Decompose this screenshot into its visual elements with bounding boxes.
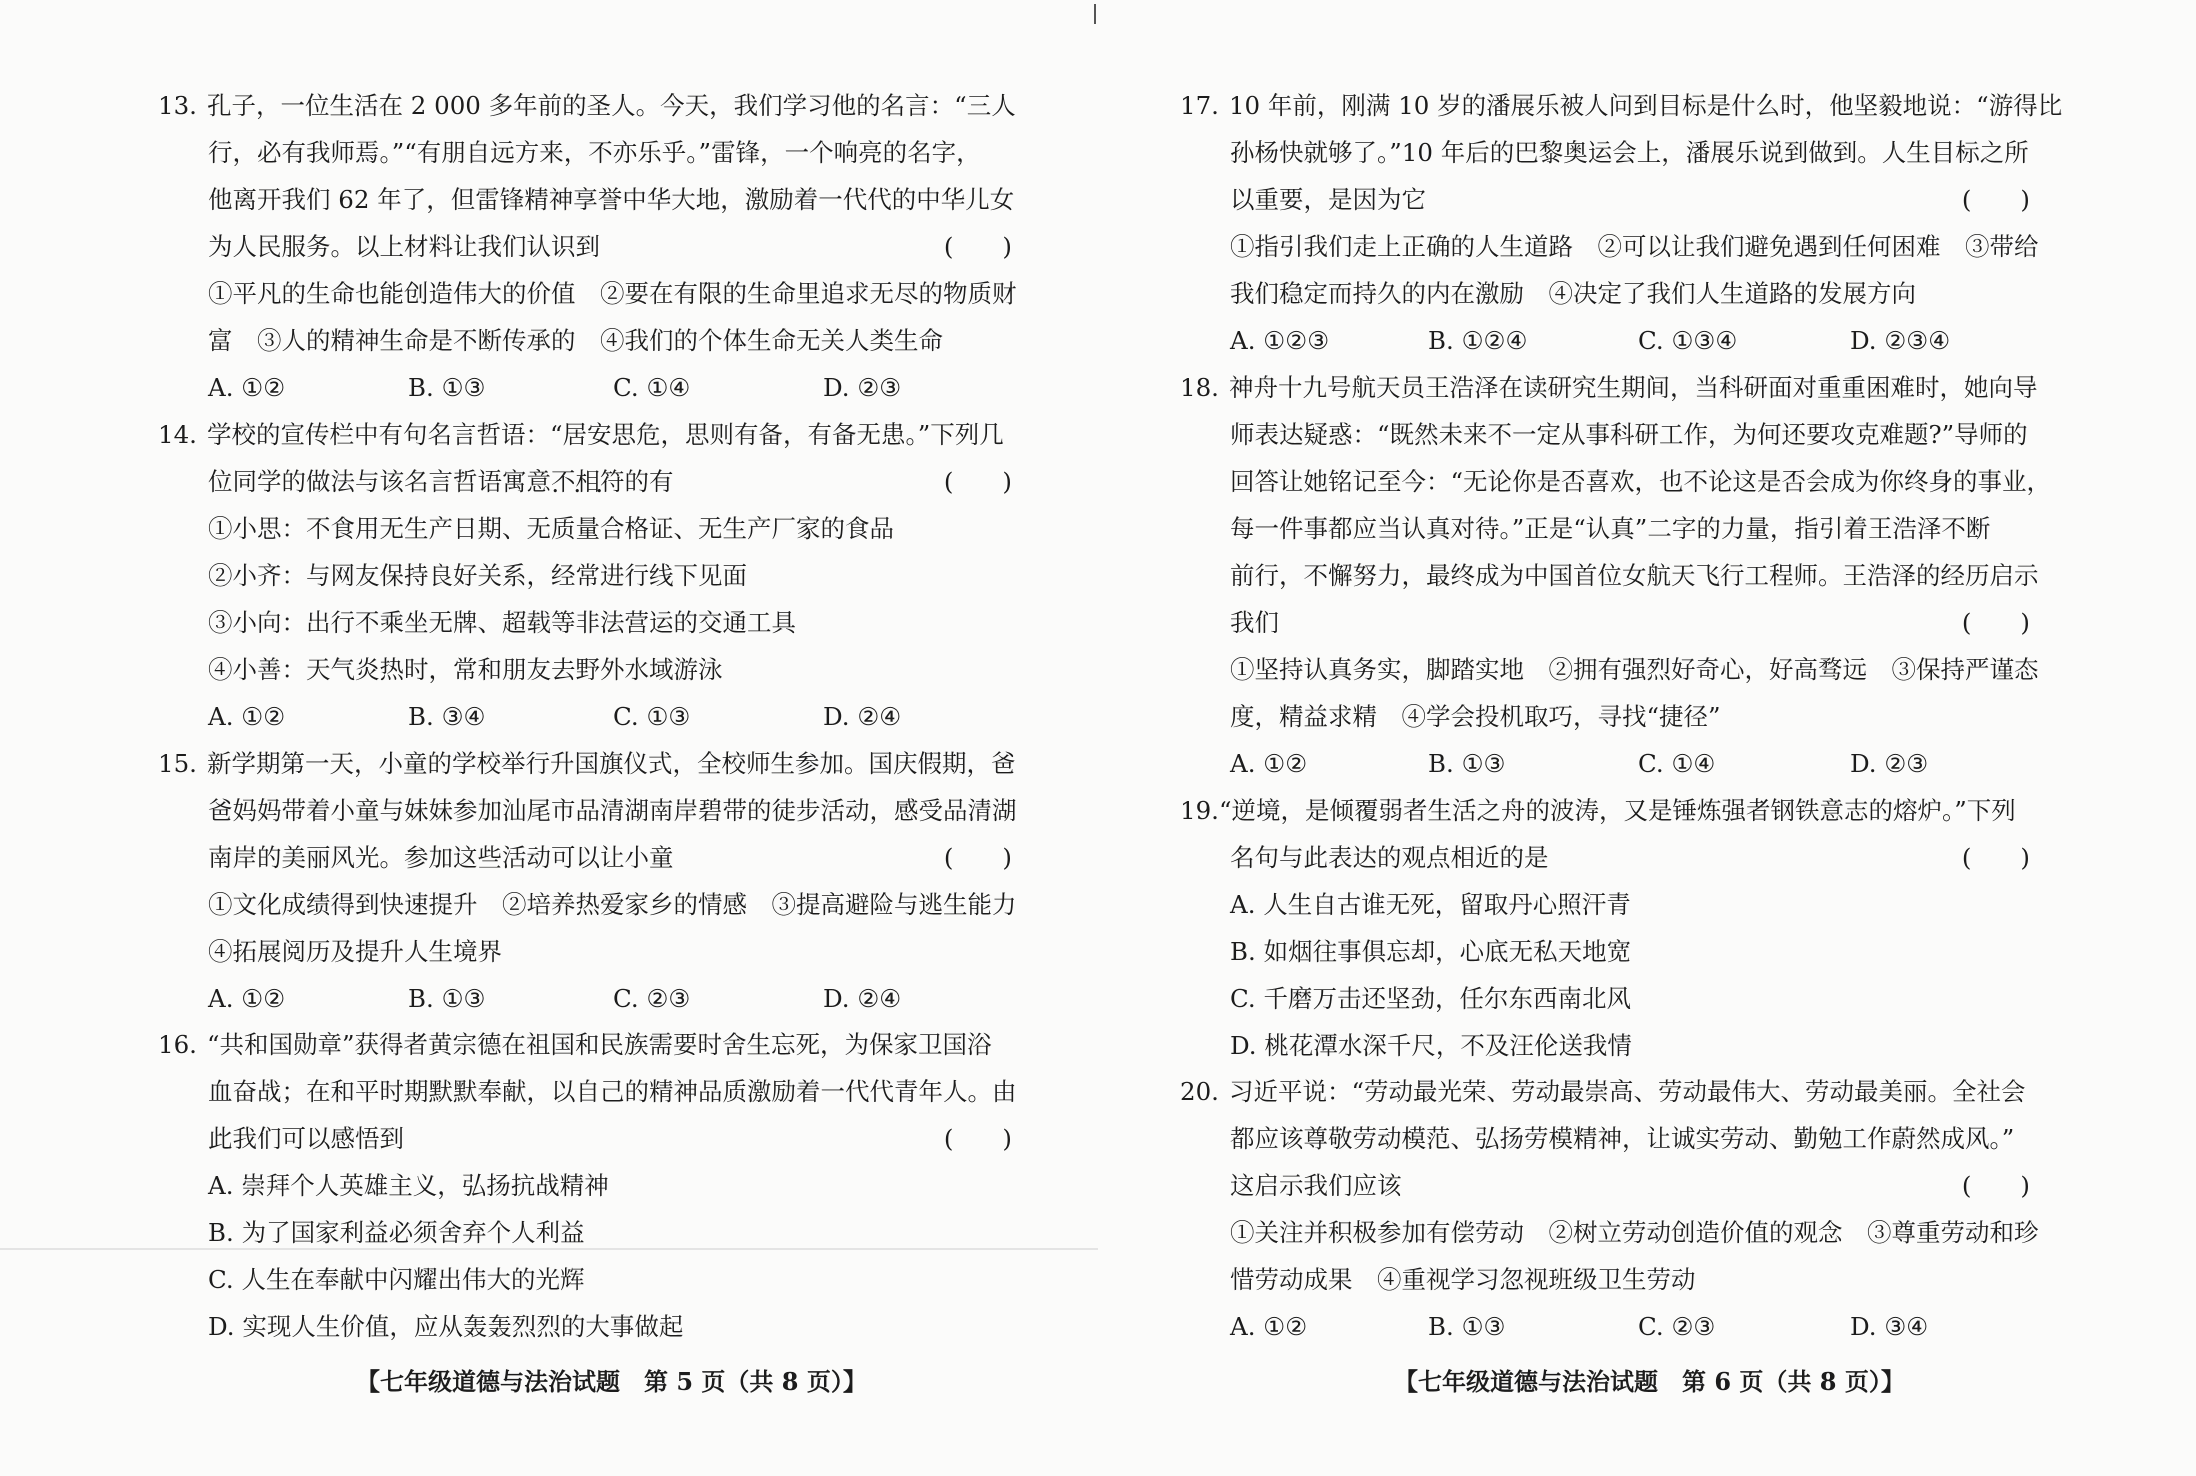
answer-bracket: ( ): [943, 232, 1012, 261]
question-number: 17.: [1180, 91, 1219, 120]
question-text: 我们: [1230, 608, 1279, 637]
question-text: 都应该尊敬劳动模范、弘扬劳模精神，让诚实劳动、勤勉工作蔚然成风。”: [1230, 1124, 2015, 1153]
answer-bracket: ( ): [1961, 1171, 2030, 1200]
option-c[interactable]: C. ①③: [613, 702, 691, 731]
question-text: 10 年前，刚满 10 岁的潘展乐被人问到目标是什么时，他坚毅地说：“游得比: [1228, 91, 2063, 120]
question-text: 每一件事都应当认真对待。”正是“认真”二字的力量，指引着王浩泽不断: [1230, 514, 1991, 543]
page-footer: 【七年级道德与法治试题 第 5 页（共 8 页）】: [356, 1367, 867, 1396]
option-b[interactable]: B. ①③: [1428, 749, 1506, 778]
answer-bracket: ( ): [1961, 185, 2030, 214]
question-text: 爸妈妈带着小童与妹妹参加汕尾市品清湖南岸碧带的徒步活动，感受品清湖: [208, 796, 1017, 825]
question-text: “共和国勋章”获得者黄宗德在祖国和民族需要时舍生忘死，为保家卫国浴: [206, 1030, 992, 1059]
question-text: 为人民服务。以上材料让我们认识到: [208, 232, 600, 261]
statement-line: 惜劳动成果 ④重视学习忽视班级卫生劳动: [1230, 1265, 1696, 1294]
question-text: 血奋战；在和平时期默默奉献，以自己的精神品质激励着一代代青年人。由: [208, 1077, 1017, 1106]
question-text: “逆境，是倾覆弱者生活之舟的波涛，又是锤炼强者钢铁意志的熔炉。”下列: [1218, 796, 2016, 825]
answer-bracket: ( ): [1961, 843, 2030, 872]
option-a[interactable]: A. ①②: [208, 984, 286, 1013]
question-18: [1180, 364, 2052, 787]
statement-line: ①文化成绩得到快速提升 ②培养热爱家乡的情感 ③提高避险与逃生能力: [208, 890, 1017, 919]
statement-line: 度，精益求精 ④学会投机取巧，寻找“捷径”: [1230, 702, 1721, 731]
choice-b[interactable]: B. 为了国家利益必须舍弃个人利益: [208, 1218, 585, 1247]
option-d[interactable]: D. ③④: [1850, 1312, 1929, 1341]
question-text: 新学期第一天，小童的学校举行升国旗仪式，全校师生参加。国庆假期，爸: [206, 749, 1016, 778]
option-c[interactable]: C. ①④: [1638, 749, 1716, 778]
choice-b[interactable]: B. 如烟往事俱忘却，心底无私天地宽: [1230, 937, 1632, 966]
option-b[interactable]: B. ①③: [1428, 1312, 1506, 1341]
scan-fold-line: [0, 1248, 1098, 1250]
option-a[interactable]: A. ①②: [1230, 1312, 1308, 1341]
question-text: 习近平说：“劳动最光荣、劳动最崇高、劳动最伟大、劳动最美丽。全社会: [1228, 1077, 2026, 1106]
question-text: 回答让她铭记至今：“无论你是否喜欢，也不论这是否会成为你终身的事业，: [1230, 467, 2052, 496]
question-14: [158, 411, 1012, 740]
statement-line: ④小善：天气炎热时，常和朋友去野外水域游泳: [208, 655, 723, 684]
choice-a[interactable]: A. 崇拜个人英雄主义，弘扬抗战精神: [208, 1171, 609, 1200]
question-text: 名句与此表达的观点相近的是: [1230, 843, 1549, 872]
question-number: 16.: [158, 1030, 197, 1059]
question-number: 19.: [1180, 796, 1219, 825]
option-a[interactable]: A. ①②: [1230, 749, 1308, 778]
question-text: 这启示我们应该: [1230, 1171, 1402, 1200]
statement-line: ①关注并积极参加有偿劳动 ②树立劳动创造价值的观念 ③尊重劳动和珍: [1230, 1218, 2039, 1247]
option-c[interactable]: C. ②③: [613, 984, 691, 1013]
option-b[interactable]: B. ①②④: [1428, 326, 1528, 355]
option-a[interactable]: A. ①②: [208, 702, 286, 731]
option-c[interactable]: C. ②③: [1638, 1312, 1716, 1341]
question-15: [158, 740, 1017, 1022]
question-number: 18.: [1180, 373, 1219, 402]
question-number: 14.: [158, 420, 197, 449]
question-text: 此我们可以感悟到: [208, 1124, 404, 1153]
question-text: 神舟十九号航天员王浩泽在读研究生期间，当科研面对重重困难时，她向导: [1228, 373, 2038, 402]
option-b[interactable]: B. ①③: [408, 984, 486, 1013]
statement-line: ④拓展阅历及提升人生境界: [208, 937, 502, 966]
question-text: 位同学的做法与该名言哲语寓意不相符的有: [208, 467, 674, 496]
question-text: 南岸的美丽风光。参加这些活动可以让小童: [208, 843, 674, 872]
choice-d[interactable]: D. 桃花潭水深千尺，不及汪伦送我情: [1230, 1031, 1632, 1060]
statement-line: 富 ③人的精神生命是不断传承的 ④我们的个体生命无关人类生命: [208, 326, 943, 355]
answer-bracket: ( ): [943, 843, 1012, 872]
option-c[interactable]: C. ①③④: [1638, 326, 1738, 355]
option-a[interactable]: A. ①②: [208, 373, 286, 402]
option-d[interactable]: D. ②③: [823, 373, 902, 402]
option-d[interactable]: D. ②④: [823, 702, 902, 731]
choice-a[interactable]: A. 人生自古谁无死，留取丹心照汗青: [1230, 890, 1631, 919]
statement-line: ①坚持认真务实，脚踏实地 ②拥有强烈好奇心，好高骛远 ③保持严谨态: [1230, 655, 2039, 684]
option-d[interactable]: D. ②③: [1850, 749, 1929, 778]
statement-line: 我们稳定而持久的内在激励 ④决定了我们人生道路的发展方向: [1230, 279, 1916, 308]
answer-bracket: ( ): [943, 467, 1012, 496]
statement-line: ③小向：出行不乘坐无牌、超载等非法营运的交通工具: [208, 608, 796, 637]
question-text: 孔子，一位生活在 2 000 多年前的圣人。今天，我们学习他的名言：“三人: [206, 91, 1016, 120]
option-d[interactable]: D. ②④: [823, 984, 902, 1013]
question-text: 以重要，是因为它: [1230, 185, 1426, 214]
question-number: 20.: [1180, 1077, 1219, 1106]
question-number: 15.: [158, 749, 197, 778]
question-17: [1180, 82, 2063, 364]
statement-line: ①小思：不食用无生产日期、无质量合格证、无生产厂家的食品: [208, 514, 894, 543]
option-b[interactable]: B. ①③: [408, 373, 486, 402]
question-text: 前行，不懈努力，最终成为中国首位女航天飞行工程师。王浩泽的经历启示: [1230, 561, 2039, 590]
answer-bracket: ( ): [1961, 608, 2030, 637]
question-13: [158, 82, 1017, 411]
option-a[interactable]: A. ①②③: [1230, 326, 1330, 355]
option-b[interactable]: B. ③④: [408, 702, 486, 731]
question-number: 13.: [158, 91, 197, 120]
choice-d[interactable]: D. 实现人生价值，应从轰轰烈烈的大事做起: [208, 1312, 684, 1341]
right-page: [1098, 0, 2196, 1476]
statement-line: ①平凡的生命也能创造伟大的价值 ②要在有限的生命里追求无尽的物质财: [208, 279, 1017, 308]
choice-c[interactable]: C. 千磨万击还坚劲，任尔东西南北风: [1230, 984, 1631, 1013]
choice-c[interactable]: C. 人生在奉献中闪耀出伟大的光辉: [208, 1265, 585, 1294]
option-d[interactable]: D. ②③④: [1850, 326, 1951, 355]
question-text: 行，必有我师焉。”“有朋自远方来，不亦乐乎。”雷锋，一个响亮的名字，: [208, 138, 981, 167]
question-text: 学校的宣传栏中有句名言哲语：“居安思危，思则有备，有备无患。”下列几: [206, 420, 1004, 449]
answer-bracket: ( ): [943, 1124, 1012, 1153]
question-text: 师表达疑惑：“既然未来不一定从事科研工作，为何还要攻克难题?”导师的: [1230, 420, 2028, 449]
statement-line: ②小齐：与网友保持良好关系，经常进行线下见面: [208, 561, 747, 590]
question-text: 他离开我们 62 年了，但雷锋精神享誉中华大地，激励着一代代的中华儿女: [208, 185, 1015, 214]
question-19: [1180, 787, 2030, 1069]
statement-line: ①指引我们走上正确的人生道路 ②可以让我们避免遇到任何困难 ③带给: [1230, 232, 2039, 261]
question-16: [158, 1021, 1017, 1350]
question-text: 孙杨快就够了。”10 年后的巴黎奥运会上，潘展乐说到做到。人生目标之所: [1230, 138, 2029, 167]
emphasis-dots: [550, 458, 625, 505]
question-20: [1180, 1068, 2039, 1350]
option-c[interactable]: C. ①④: [613, 373, 691, 402]
page-footer: 【七年级道德与法治试题 第 6 页（共 8 页）】: [1394, 1367, 1905, 1396]
